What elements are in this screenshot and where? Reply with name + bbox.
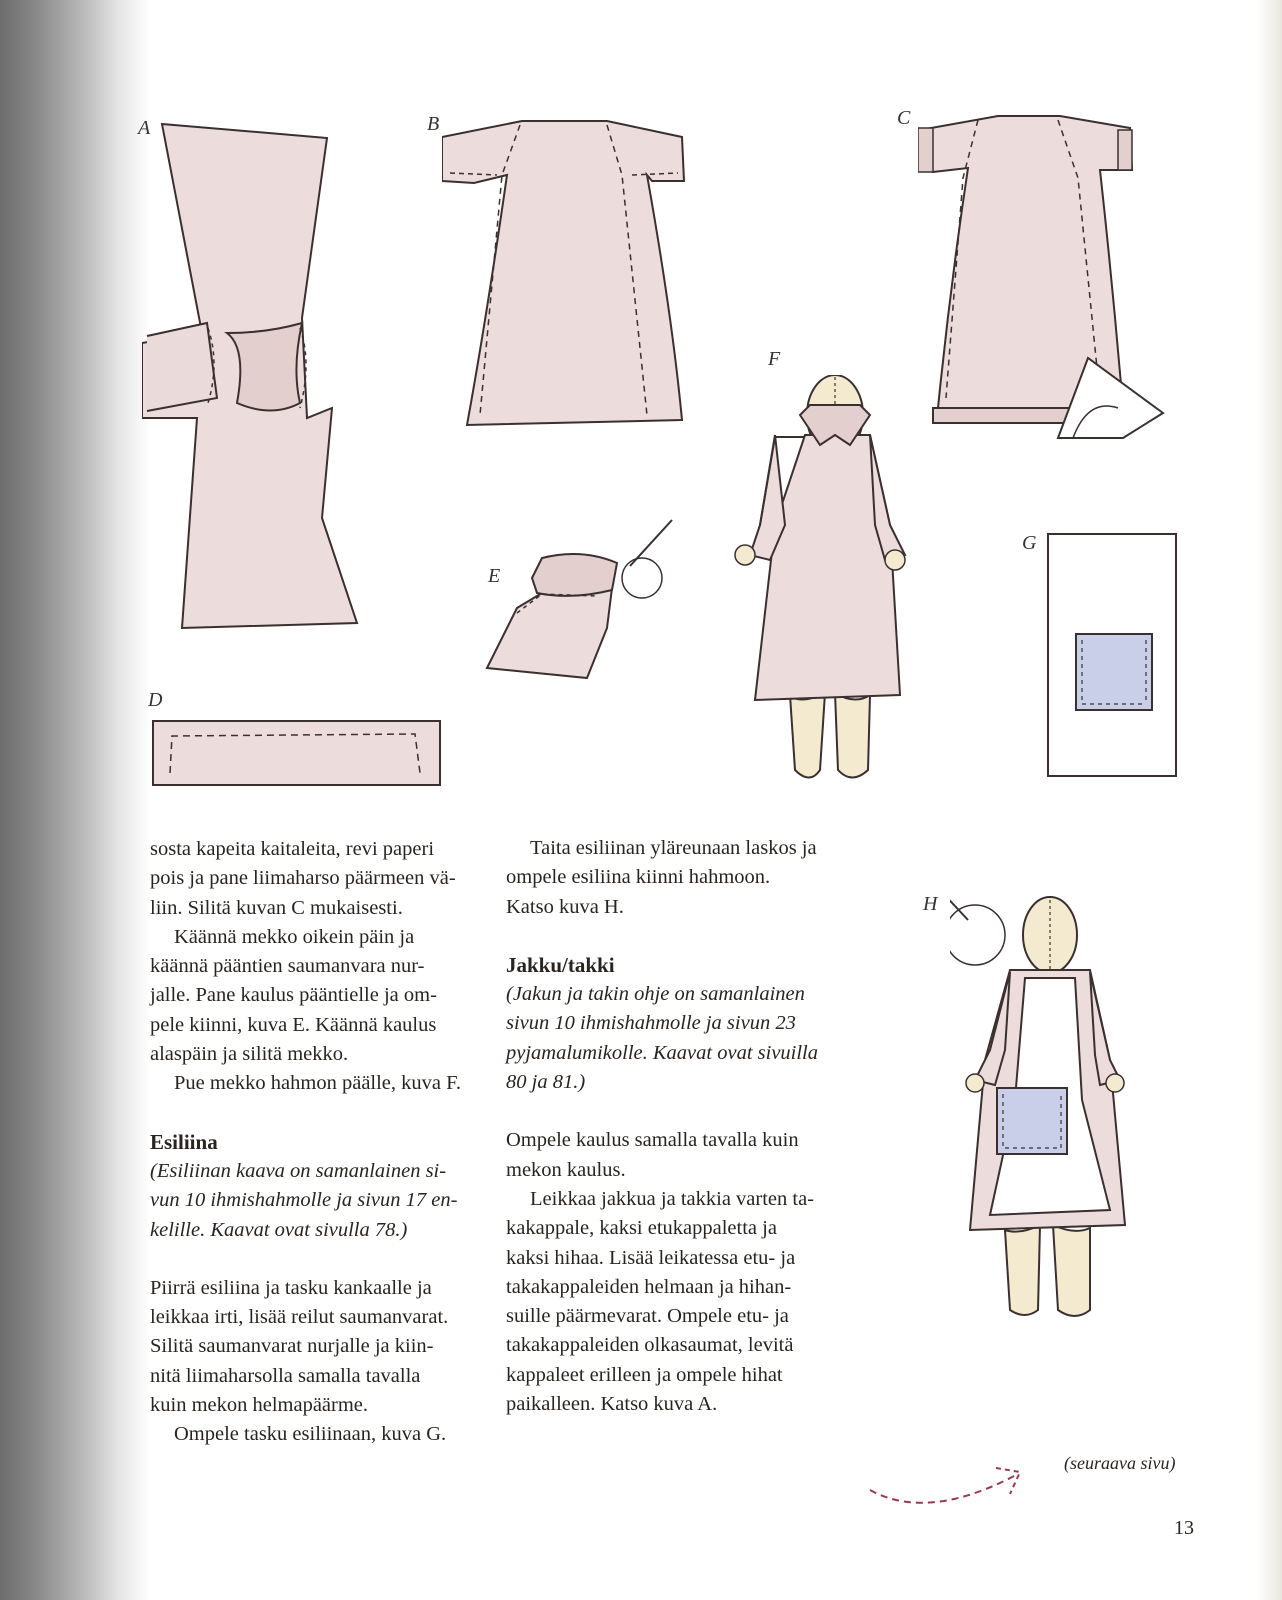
paragraph-line: Leikkaa jakkua ja takkia varten ta- (530, 1187, 815, 1210)
note-line: 80 ja 81.) (506, 1071, 586, 1094)
figure-d-collar-strip (150, 718, 445, 790)
figure-h-label: H (923, 893, 938, 915)
paragraph-line: Käännä mekko oikein päin ja (174, 925, 415, 948)
paragraph-line: Piirrä esiliina ja tasku kankaalle ja (150, 1276, 432, 1299)
paragraph-line: käännä pääntien saumanvara nur- (150, 955, 425, 978)
paragraph-line: alaspäin ja silitä mekko. (150, 1043, 349, 1066)
paragraph-line: kakappale, kaksi etukappaletta ja (506, 1217, 777, 1240)
paragraph-line: suille päärmevarat. Ompele etu- ja (506, 1305, 789, 1328)
paragraph-line: Pue mekko hahmon päälle, kuva F. (174, 1072, 462, 1095)
paragraph-line: kuin mekon helmapäärme. (150, 1394, 369, 1417)
note-line: pyjamalumikolle. Kaavat ovat sivuilla (506, 1041, 819, 1064)
text-column-2 (506, 834, 846, 1419)
figure-b-dress-sewn (442, 115, 687, 430)
figure-d-label: D (148, 689, 163, 711)
text-column-1 (150, 835, 485, 1450)
paragraph-line: pois ja pane liimaharso päärmeen vä- (150, 867, 456, 890)
figure-c-dress-hemmed (918, 108, 1168, 448)
paragraph-line: takakappaleiden olkasaumat, levitä (506, 1334, 794, 1357)
paragraph-line: mekon kaulus. (506, 1158, 626, 1181)
paragraph-line: sosta kapeita kaitaleita, revi paperi (150, 838, 435, 860)
paragraph-line: Taita esiliinan yläreunaan laskos ja (530, 837, 817, 859)
paragraph-line: ompele esiliina kiinni hahmoon. (506, 866, 771, 889)
section-heading-jakku-takki: Jakku/takki (506, 952, 615, 977)
figure-c-label: C (897, 107, 911, 129)
figure-e-label: E (488, 565, 501, 587)
figure-a-dress-pattern (142, 118, 362, 638)
figure-b-label: B (427, 113, 440, 135)
note-line: kelille. Kaavat ovat sivulla 78.) (150, 1218, 408, 1241)
figure-f-doll-in-dress (730, 375, 930, 805)
figure-e-collar-attach (482, 518, 682, 683)
paragraph-line: liin. Silitä kuvan C mukaisesti. (150, 896, 403, 919)
figure-g-label: G (1022, 532, 1037, 554)
paragraph-line: takakappaleiden helmaan ja hihan- (506, 1275, 792, 1298)
figure-h-doll-with-apron (950, 890, 1150, 1335)
paragraph-line: nitä liimaharsolla samalla tavalla (150, 1364, 421, 1387)
figure-f-label: F (768, 348, 781, 370)
paragraph-line: Katso kuva H. (506, 895, 624, 918)
paragraph-line: pele kiinni, kuva E. Käännä kaulus (150, 1013, 437, 1036)
continue-arrow-icon (868, 1462, 1048, 1522)
paragraph-line: paikalleen. Katso kuva A. (506, 1393, 718, 1416)
note-line: vun 10 ihmishahmolle ja sivun 17 en- (150, 1189, 458, 1212)
paragraph-line: Ompele kaulus samalla tavalla kuin (506, 1129, 799, 1152)
page-number: 13 (1174, 1517, 1194, 1539)
paragraph-line: kappaleet erilleen ja ompele hihat (506, 1363, 783, 1386)
paragraph-line: jalle. Pane kaulus pääntielle ja om- (150, 984, 437, 1007)
figure-a-label: A (138, 117, 151, 139)
note-line: (Jakun ja takin ohje on samanlainen (506, 983, 805, 1006)
paragraph-line: Ompele tasku esiliinaan, kuva G. (174, 1423, 447, 1446)
figure-g-apron-with-pocket (1046, 532, 1178, 782)
note-line: sivun 10 ihmishahmolle ja sivun 23 (506, 1012, 796, 1035)
section-heading-esiliina: Esiliina (150, 1129, 218, 1154)
paragraph-line: leikkaa irti, lisää reilut saumanvarat. (150, 1306, 449, 1329)
paragraph-line: Silitä saumanvarat nurjalle ja kiin- (150, 1335, 434, 1358)
paragraph-line: kaksi hihaa. Lisää leikatessa etu- ja (506, 1246, 796, 1269)
book-spine-shadow (0, 0, 150, 1600)
continued-note: (seuraava sivu) (1064, 1453, 1176, 1473)
page-edge (1256, 0, 1282, 1600)
note-line: (Esiliinan kaava on samanlainen si- (150, 1159, 447, 1182)
